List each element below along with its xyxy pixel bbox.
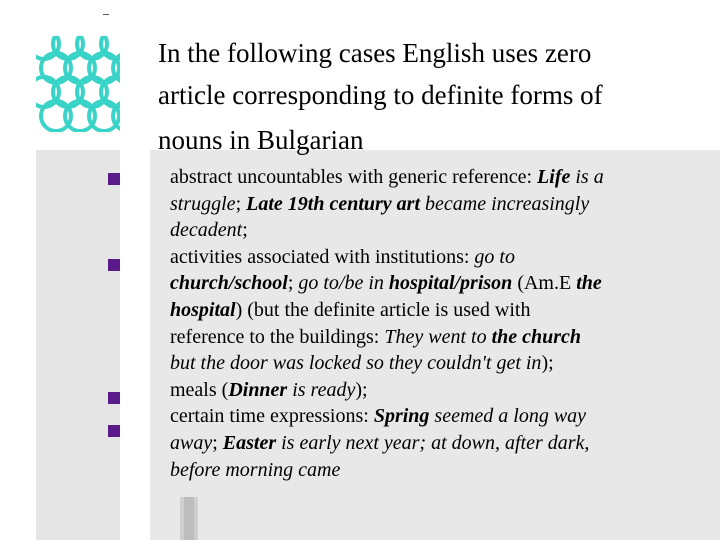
text-run: certain time expressions: — [170, 405, 374, 428]
text-run: ; — [287, 272, 299, 295]
bullet-text-line — [170, 403, 705, 430]
title-line: nouns in Bulgarian — [158, 125, 364, 155]
text-run: Easter — [222, 431, 277, 454]
title-line: In the following cases English uses zero — [158, 38, 592, 68]
slide-title — [158, 32, 698, 161]
bullet-text-line — [170, 217, 705, 244]
bullet-text-line — [170, 457, 705, 484]
text-run: hospital — [170, 298, 236, 321]
text-run: Spring — [373, 405, 430, 428]
text-run: the — [576, 272, 602, 295]
bullet-list — [170, 164, 705, 483]
bullet-icon — [108, 259, 120, 271]
bullet-text-line — [170, 164, 705, 191]
text-run: Life — [537, 166, 571, 188]
text-run: Dinner — [228, 378, 288, 401]
text-run: church/school — [170, 272, 288, 295]
bullet-text-line — [170, 270, 705, 297]
decorative-bar — [180, 497, 198, 540]
text-run: They went to — [384, 325, 492, 348]
bullet-text-line — [170, 191, 705, 218]
text-run: Late 19th century art — [246, 192, 421, 215]
text-run: abstract uncountables with generic reference: — [170, 166, 538, 188]
circles-logo — [36, 36, 120, 132]
text-run: reference to the buildings: — [170, 325, 385, 348]
text-run: activities associated with institutions: — [170, 245, 475, 268]
bullet-text-line — [170, 297, 705, 324]
text-run: go to — [474, 245, 515, 268]
bullet-text-line — [170, 244, 705, 271]
text-run: is a — [570, 166, 604, 188]
text-run: is ready — [287, 378, 356, 401]
text-run: meals ( — [170, 378, 229, 401]
text-run: away — [170, 431, 213, 454]
bullet-icon — [108, 173, 120, 185]
text-run: ); — [541, 352, 554, 375]
bullet-icon — [108, 425, 120, 437]
title-line: article corresponding to definite forms of — [158, 80, 603, 110]
corner-mark — [103, 14, 109, 15]
bullet-text-line — [170, 430, 705, 457]
text-run: decadent — [170, 219, 243, 242]
text-run: hospital/prison — [388, 272, 513, 295]
text-run: (Am.E — [512, 272, 577, 295]
text-run: became increasingly — [420, 192, 590, 215]
text-run: ); — [355, 378, 368, 401]
bullet-icon — [108, 392, 120, 404]
text-run: seemed a long way — [429, 405, 587, 428]
bullet-text-line — [170, 350, 705, 377]
text-run: struggle — [170, 192, 236, 215]
left-sidebar-strip — [36, 150, 120, 540]
text-run: the church — [491, 325, 582, 348]
text-run: ; — [212, 431, 223, 454]
bullet-text-line — [170, 377, 705, 404]
text-run: is early next year; at down, after dark, — [276, 431, 590, 454]
text-run: ; — [242, 219, 248, 242]
text-run: but the door was locked so they couldn't get in — [170, 352, 542, 375]
bullet-text-line — [170, 324, 705, 351]
text-run: ; — [235, 192, 247, 215]
text-run: before morning came — [170, 458, 341, 481]
text-run: ) (but the definite article is used with — [235, 298, 531, 321]
text-run: go to/be in — [298, 272, 389, 295]
